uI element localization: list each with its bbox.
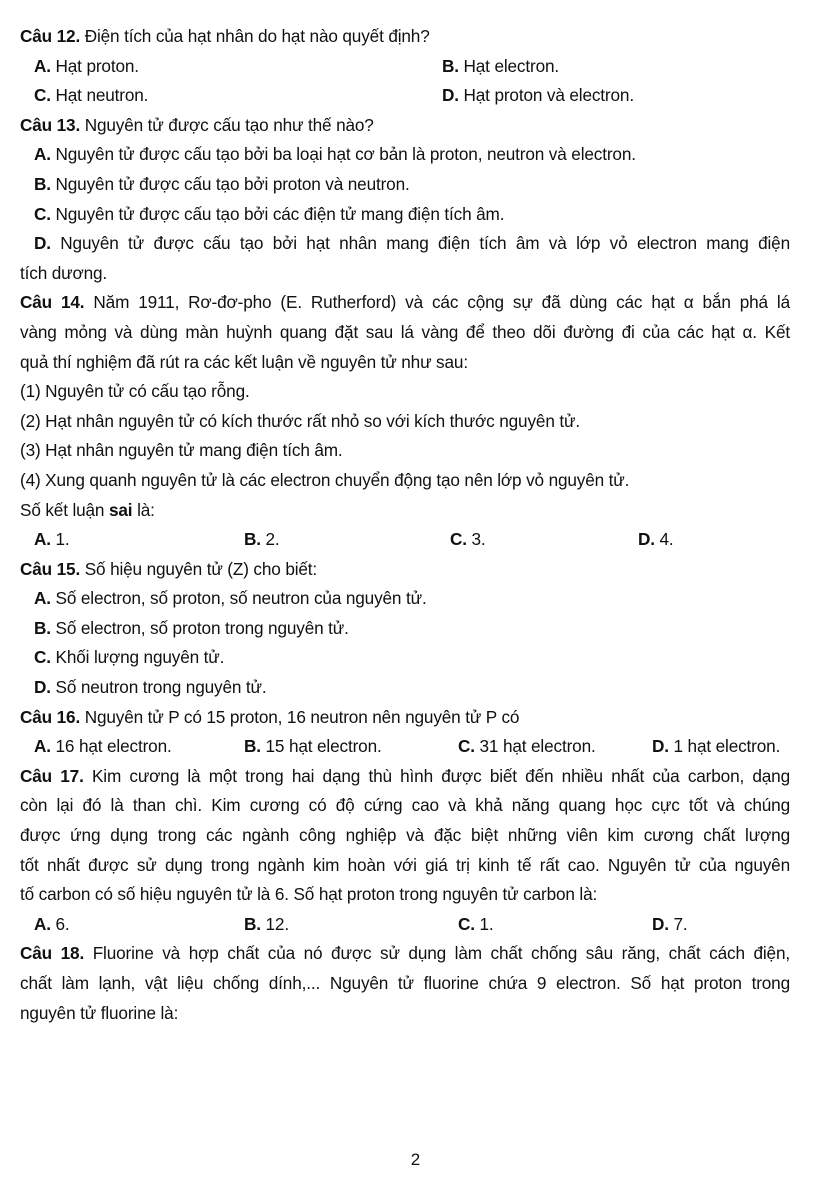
statement-3: (3) Hạt nhân nguyên tử mang điện tích âm.	[20, 440, 343, 461]
option-b: B. 15 hạt electron.	[244, 736, 382, 757]
option-a: A. 16 hạt electron.	[34, 736, 172, 757]
question-text: Nguyên tử P có 15 proton, 16 neutron nên nguyên tử P có	[80, 706, 520, 727]
option-c: C. Hạt neutron.	[34, 85, 149, 106]
question-text-line: quả thí nghiệm đã rút ra các kết luận về nguyên tử như sau:	[20, 351, 468, 372]
question-text-line: tố carbon có số hiệu nguyên tử là 6. Số hạt proton trong nguyên tử carbon là:	[20, 884, 598, 905]
statement-1: (1) Nguyên tử có cấu tạo rỗng.	[20, 381, 250, 402]
statement-2: (2) Hạt nhân nguyên tử có kích thước rất nhỏ so với kích thước nguyên tử.	[20, 410, 580, 431]
question-number: Câu 13.	[20, 114, 81, 135]
option-c: C. Nguyên tử được cấu tạo bởi các điện tử mang điện tích âm.	[34, 203, 505, 224]
option-d: D. Nguyên tử được cấu tạo bởi hạt nhân mang điện tích âm và lớp vỏ electron mang điện	[34, 233, 790, 254]
question-number: Câu 18.	[20, 943, 85, 964]
option-a: A. Số electron, số proton, số neutron của nguyên tử.	[34, 588, 427, 609]
question-number: Câu 16.	[20, 706, 81, 727]
question-text: Điện tích của hạt nhân do hạt nào quyết định?	[80, 26, 430, 46]
options-row	[20, 525, 790, 555]
question-number: Câu 14.	[20, 292, 85, 313]
question-12	[20, 22, 790, 52]
question-14: Câu 14. Năm 1911, Rơ-đơ-pho (E. Rutherford) và các cộng sự đã dùng các hạt α bắn phá lá	[20, 292, 790, 313]
question-15	[20, 555, 790, 585]
option-b: B. 12.	[244, 913, 289, 934]
question-text-line: được ứng dụng trong các ngành công nghiệp và đặc biệt những viên kim cương chất lượng	[20, 825, 790, 846]
question-text-line: nguyên tử fluorine là:	[20, 1002, 179, 1023]
question-17: Câu 17. Kim cương là một trong hai dạng thù hình được biết đến nhiều nhất của carbon, dạng	[20, 765, 790, 786]
option-b: B. Nguyên tử được cấu tạo bởi proton và neutron.	[34, 173, 410, 194]
question-text: Số hiệu nguyên tử (Z) cho biết:	[80, 558, 318, 579]
option-b: B. Số electron, số proton trong nguyên tử.	[34, 617, 349, 638]
document-page	[20, 22, 790, 1028]
option-c: C. 31 hạt electron.	[458, 736, 596, 757]
option-d: D. 7.	[652, 913, 688, 934]
statement-4: (4) Xung quanh nguyên tử là các electron chuyển động tạo nên lớp vỏ nguyên tử.	[20, 469, 630, 490]
question-text-line: còn lại đó là than chì. Kim cương có độ cứng cao và khả năng quang học cực tốt và chúng	[20, 795, 790, 816]
option-d: D. 4.	[638, 529, 674, 550]
question-text-line: tốt nhất được sử dụng trong ngành kim hoàn với giá trị kinh tế rất cao. Nguyên tử của nguyên	[20, 854, 790, 875]
question-number: Câu 12.	[20, 26, 81, 46]
option-b: B. Hạt electron.	[442, 55, 560, 76]
question-number: Câu 17.	[20, 765, 84, 786]
option-b: B. 2.	[244, 529, 280, 550]
options-row	[20, 910, 790, 940]
question-text-line: chất làm lạnh, vật liệu chống dính,... Nguyên tử fluorine chứa 9 electron. Số hạt proton trong	[20, 973, 790, 993]
option-c: C. Khối lượng nguyên tử.	[34, 647, 225, 668]
options-row	[20, 52, 790, 82]
option-d-continued: tích dương.	[20, 262, 108, 283]
option-c: C. 1.	[458, 913, 494, 934]
question-text: Nguyên tử được cấu tạo như thế nào?	[80, 114, 374, 135]
option-d: D. 1 hạt electron.	[652, 736, 781, 757]
question-text-line: vàng mỏng và dùng màn huỳnh quang đặt sau lá vàng để theo dõi đường đi của các hạt α. Kết	[20, 321, 790, 342]
option-d: D. Số neutron trong nguyên tử.	[34, 677, 267, 698]
option-d: D. Hạt proton và electron.	[442, 85, 634, 106]
question-number: Câu 15.	[20, 558, 81, 579]
option-a: A. Hạt proton.	[34, 55, 139, 76]
page-number: 2	[410, 1150, 421, 1169]
option-a: A. Nguyên tử được cấu tạo bởi ba loại hạt cơ bản là proton, neutron và electron.	[34, 144, 636, 165]
option-c: C. 3.	[450, 529, 486, 550]
options-row	[20, 732, 790, 762]
question-13	[20, 111, 790, 141]
question-16	[20, 703, 790, 733]
option-a: A. 6.	[34, 913, 70, 934]
question-ask: Số kết luận sai là:	[20, 499, 155, 520]
options-row	[20, 81, 790, 111]
option-a: A. 1.	[34, 529, 70, 550]
question-18: Câu 18. Fluorine và hợp chất của nó được sử dụng làm chất chống sâu răng, chất cách điện,	[20, 943, 791, 964]
